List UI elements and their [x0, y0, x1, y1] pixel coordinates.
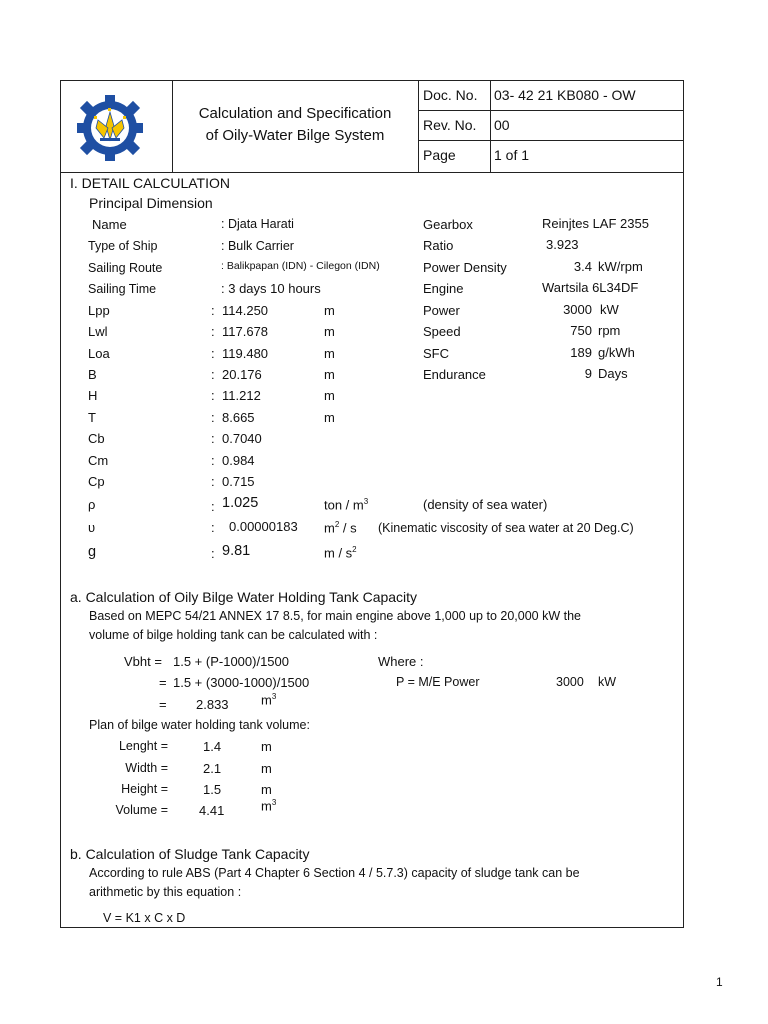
eq-result-lhs: =	[159, 697, 167, 712]
dim-unit: m	[324, 388, 335, 403]
engine-unit: Days	[598, 366, 628, 381]
engine-label: Gearbox	[423, 217, 473, 232]
engine-value: 3.4	[573, 259, 592, 274]
dim-value: 0.715	[222, 474, 255, 489]
sailing-route-value: : Balikpapan (IDN) - Cilegon (IDN)	[221, 260, 380, 272]
rho-label: ρ	[88, 497, 96, 512]
dim-value: 117.678	[222, 324, 269, 339]
dim-label: Cb	[88, 431, 105, 446]
section-a-paragraph-1: Based on MEPC 54/21 ANNEX 17 8.5, for main engine above 1,000 up to 20,000 kW the	[89, 609, 581, 623]
nu-unit: $m^2$ / s	[324, 520, 357, 536]
nu-note: (Kinematic viscosity of sea water at 20 Deg.C)	[378, 521, 634, 535]
dim-value: 8.665	[222, 410, 255, 425]
dim-label: H	[88, 388, 98, 403]
dim-unit: m	[324, 303, 335, 318]
engine-unit: g/kWh	[598, 345, 635, 360]
dim-value: 0.984	[222, 453, 255, 468]
engine-label: Speed	[423, 324, 461, 339]
engine-label: Power	[423, 303, 460, 318]
engine-label: Power Density	[423, 260, 507, 275]
section-a-heading: a. Calculation of Oily Bilge Water Holding Tank Capacity	[70, 589, 418, 605]
meta-row-divider-1	[418, 110, 684, 111]
plan-dim-label: Height =	[121, 782, 168, 796]
sailing-route-label: Sailing Route	[88, 261, 163, 275]
document-title-line-1: Calculation and Specification	[198, 105, 392, 122]
section-b-paragraph-1: According to rule ABS (Part 4 Chapter 6 Section 4 / 5.7.3) capacity of sludge tank can be	[89, 866, 580, 880]
dim-value: 0.7040	[222, 431, 262, 446]
rho-note: (density of sea water)	[423, 497, 548, 512]
engine-label: Ratio	[423, 238, 454, 253]
plan-dim-unit: $m^3$	[261, 798, 277, 814]
institution-logo	[70, 92, 150, 164]
g-label: g	[88, 544, 97, 560]
engine-value: 9	[584, 366, 592, 381]
engine-unit: rpm	[598, 323, 621, 338]
rho-colon: :	[211, 499, 215, 514]
dim-value: 119.480	[222, 346, 269, 361]
engine-value: 3.923	[546, 237, 579, 252]
p-unit: kW	[598, 675, 617, 689]
rho-unit: ton / $m^3$	[324, 497, 369, 513]
nu-value: 0.00000183	[229, 519, 298, 534]
nu-label: υ	[88, 520, 96, 535]
p-value: 3000	[556, 675, 584, 689]
plan-dim-value: 1.4	[203, 739, 222, 754]
engine-value: Wartsila 6L34DF	[542, 280, 639, 295]
meta-row-divider-2	[418, 140, 684, 141]
plan-dim-label: Lenght =	[118, 739, 168, 753]
dim-unit: m	[324, 410, 335, 425]
engine-value: 189	[570, 345, 592, 360]
doc-no-label: Doc. No.	[423, 87, 478, 103]
logo-divider	[172, 80, 173, 172]
page-value: 1 of 1	[494, 147, 530, 163]
eq-substitution-lhs: =	[159, 675, 167, 690]
dim-label: Cm	[88, 453, 109, 468]
section-heading: I. DETAIL CALCULATION	[70, 175, 230, 191]
section-a-paragraph-2: volume of bilge holding tank can be calculated with :	[89, 628, 378, 642]
eq-vbht-rhs: 1.5 + (P-1000)/1500	[173, 654, 289, 669]
section-subheading: Principal Dimension	[89, 195, 213, 211]
dim-label: Lpp	[88, 303, 110, 318]
ship-type-value: : Bulk Carrier	[221, 239, 294, 253]
g-colon: :	[211, 546, 215, 561]
plan-dim-value: 4.41	[199, 803, 225, 818]
dim-colon: :	[211, 431, 215, 446]
dim-unit: m	[324, 346, 335, 361]
plan-dim-value: 2.1	[203, 761, 222, 776]
page-number: 1	[716, 975, 723, 989]
engine-unit: kW	[600, 302, 619, 317]
sailing-time-label: Sailing Time	[88, 282, 157, 296]
dim-value: 114.250	[222, 303, 269, 318]
where-label: Where :	[378, 654, 424, 669]
g-unit: m / $s^2$	[324, 545, 357, 561]
plan-dim-label: Volume =	[115, 803, 168, 817]
engine-value: 750	[570, 323, 592, 338]
section-b-paragraph-2: arithmetic by this equation :	[89, 885, 242, 899]
dim-colon: :	[211, 410, 215, 425]
engine-value: 3000	[563, 302, 592, 317]
dim-label: Cp	[88, 474, 105, 489]
ship-name-value: : Djata Harati	[221, 217, 294, 231]
rho-value: 1.025	[222, 495, 259, 511]
dim-colon: :	[211, 324, 215, 339]
plan-dim-label: Width =	[125, 761, 168, 775]
plan-dim-value: 1.5	[203, 782, 222, 797]
plan-label: Plan of bilge water holding tank volume:	[89, 718, 310, 732]
engine-label: Engine	[423, 281, 464, 296]
engine-value: Reinjtes LAF 2355	[542, 216, 649, 231]
plan-dim-unit: m	[261, 739, 272, 754]
dim-colon: :	[211, 474, 215, 489]
dim-unit: m	[324, 367, 335, 382]
plan-dim-unit: m	[261, 761, 272, 776]
title-divider	[418, 80, 419, 172]
plan-dim-unit: m	[261, 782, 272, 797]
header-divider	[60, 172, 684, 173]
dim-label: T	[88, 410, 96, 425]
frame-gap	[684, 384, 690, 385]
ship-type-label: Type of Ship	[88, 239, 158, 253]
dim-colon: :	[211, 303, 215, 318]
p-definition: P = M/E Power	[396, 675, 480, 689]
engine-label: Endurance	[423, 367, 486, 382]
eq-result-value: 2.833	[196, 697, 229, 712]
dim-label: Loa	[88, 346, 110, 361]
dim-unit: m	[324, 324, 335, 339]
sludge-equation: V = K1 x C x D	[103, 911, 186, 925]
rev-no-label: Rev. No.	[423, 117, 477, 133]
dim-colon: :	[211, 367, 215, 382]
dim-label: B	[88, 367, 97, 382]
meta-divider	[490, 80, 491, 172]
dim-label: Lwl	[88, 324, 108, 339]
page-label: Page	[423, 147, 456, 163]
dim-colon: :	[211, 346, 215, 361]
section-b-heading: b. Calculation of Sludge Tank Capacity	[70, 846, 310, 862]
nu-colon: :	[211, 520, 215, 535]
engine-label: SFC	[423, 346, 449, 361]
g-value: 9.81	[222, 543, 251, 559]
dim-value: 20.176	[222, 367, 262, 382]
eq-result-unit: $m^3$	[261, 692, 277, 708]
document-title-line-2: of Oily-Water Bilge System	[205, 127, 385, 144]
dim-value: 11.212	[222, 388, 261, 403]
doc-no-value: 03- 42 21 KB080 - OW	[494, 87, 636, 103]
eq-substitution-rhs: 1.5 + (3000-1000)/1500	[173, 675, 310, 690]
dim-colon: :	[211, 453, 215, 468]
eq-vbht-lhs: Vbht =	[124, 654, 162, 669]
engine-unit: kW/rpm	[598, 259, 643, 274]
dim-colon: :	[211, 388, 215, 403]
sailing-time-value: : 3 days 10 hours	[221, 281, 321, 296]
ship-name-label: Name	[92, 217, 127, 232]
rev-no-value: 00	[494, 117, 510, 133]
